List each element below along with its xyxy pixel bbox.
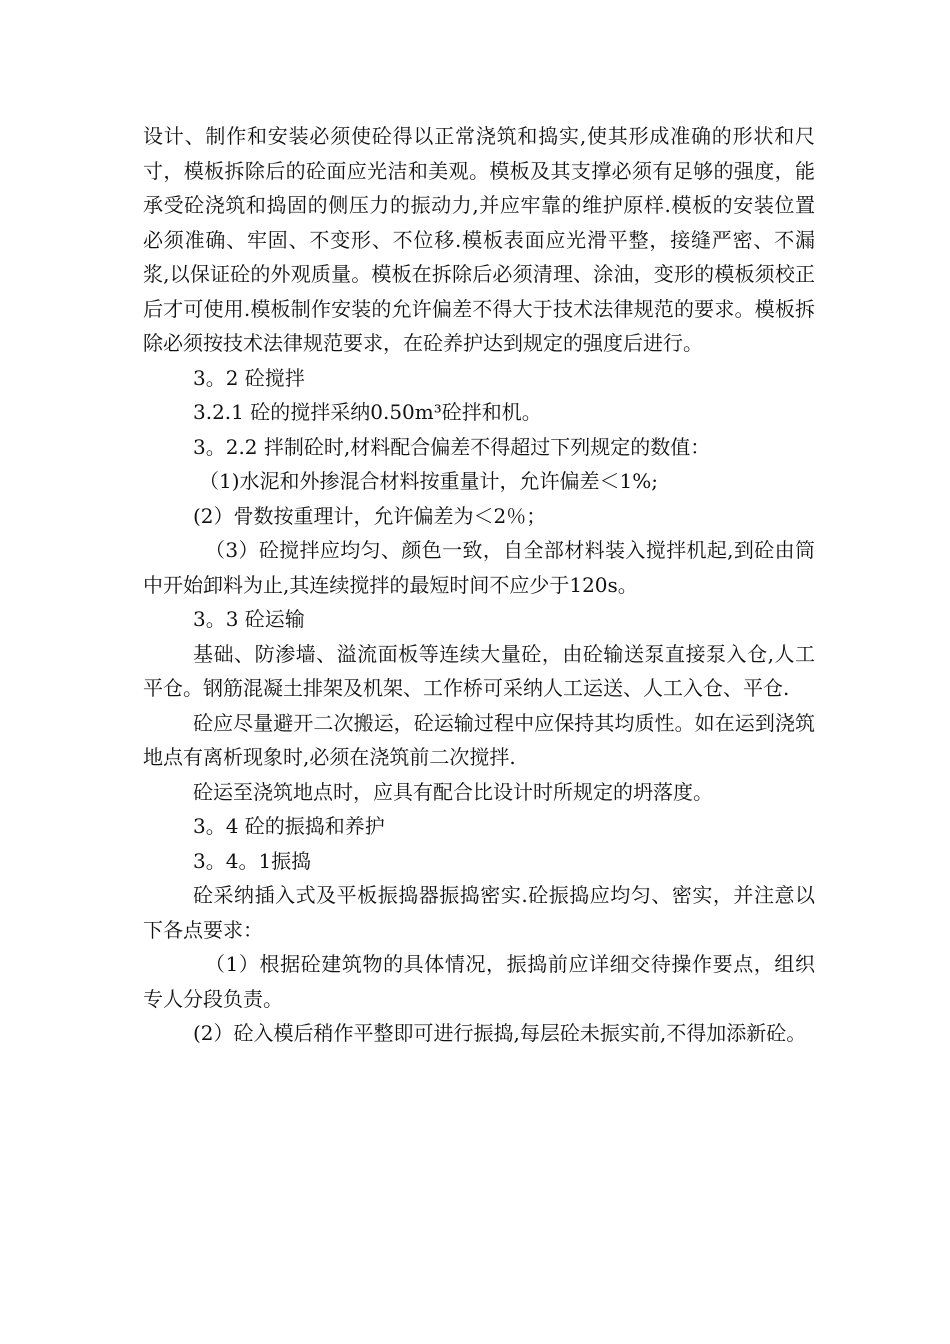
paragraph-transport-pump: 基础、防渗墙、溢流面板等连续大量砼，由砼输送泵直接泵入仓,人工平仓。钢筋混凝土排架及机架、工作桥可采纳人工运送、人工入仓、平仓. <box>143 641 815 700</box>
list-item-2-vibration-layer: (2）砼入模后稍作平整即可进行振捣,每层砼未振实前,不得加添新砼。 <box>193 1021 807 1045</box>
paragraph-3-2-2: 3。2.2 拌制砼时,材料配合偏差不得超过下列规定的数值： <box>193 434 711 459</box>
paragraph-vibration-method: 砼采纳插入式及平板振捣器振捣密实.砼振捣应均匀、密实，并注意以下各点要求： <box>143 883 815 942</box>
paragraph-slump: 砼运至浇筑地点时，应具有配合比设计时所规定的坍落度。 <box>193 779 713 804</box>
heading-3-3-transport: 3。3 砼运输 <box>193 607 305 631</box>
paragraph-formwork: 设计、制作和安装必须使砼得以正常浇筑和捣实,使其形成准确的形状和尺寸，模板拆除后的砼面应光洁和美观。模板及其支撑必须有足够的强度，能承受砼浇筑和捣固的侧压力的振动力,并应牢靠的维护原样.模板的安装位置必须准确、牢固、不变形、不位移.模板表面应光滑平整，接缝严密、不漏浆,以保证砼的外观质量。模板在拆除后必须清理、涂油，变形的模板须校正后才可使用.模板制作安装的允许偏差不得大于技术法律规范的要求。模板拆除必须按技术法律规范要求，在砼养护达到规定的强度后进行。 <box>143 124 815 355</box>
heading-3-4-vibration-curing: 3。4 砼的振捣和养护 <box>193 814 385 838</box>
list-item-1-cement: （1)水泥和外掺混合材料按重量计，允许偏差＜1%; <box>199 469 658 493</box>
paragraph-transport-handling: 砼应尽量避开二次搬运，砼运输过程中应保持其均质性。如在运到浇筑地点有离析现象时,必须在浇筑前二次搅拌. <box>143 710 815 769</box>
list-item-1-vibration-plan: （1）根据砼建筑物的具体情况，振捣前应详细交待操作要点，组织专人分段负责。 <box>143 952 815 1011</box>
heading-3-2-mixing: 3。2 砼搅拌 <box>193 365 305 390</box>
paragraph-3-2-1: 3.2.1 砼的搅拌采纳0.50m³砼拌和机。 <box>193 400 542 424</box>
document-page <box>143 119 815 1051</box>
list-item-2-aggregate: (2）骨数按重理计，允许偏差为＜2％； <box>193 503 547 528</box>
list-item-3-mixing-time: （3）砼搅拌应均匀、颜色一致，自全部材料装入搅拌机起,到砼由筒中开始卸料为止,其连续搅拌的最短时间不应少于120s。 <box>143 538 815 597</box>
heading-3-4-1-vibration: 3。4。1振捣 <box>193 848 312 873</box>
